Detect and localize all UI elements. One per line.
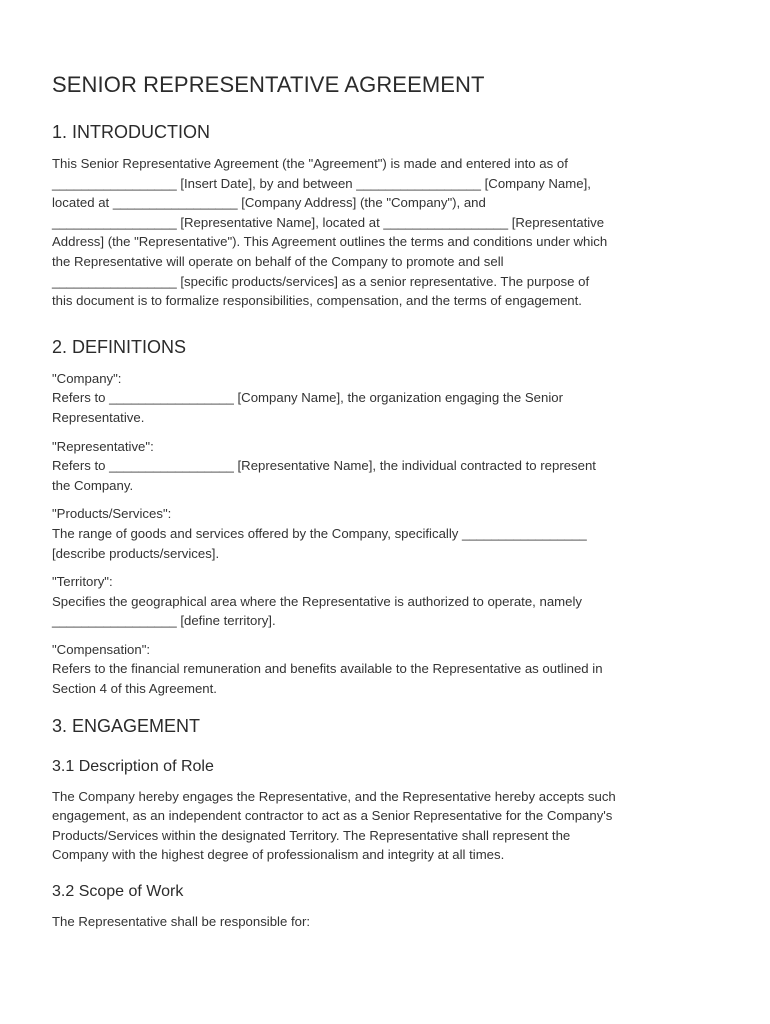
- text-line: _________________ [define territory].: [52, 613, 276, 629]
- document-page: [52, 70, 722, 932]
- text-line: This Senior Representative Agreement (the "Agreement") is made and entered into as of: [52, 156, 568, 171]
- section-heading-introduction: 1. INTRODUCTION: [52, 122, 211, 142]
- section-heading-engagement: 3. ENGAGEMENT: [52, 715, 201, 736]
- definition-term: "Products/Services":: [52, 506, 172, 522]
- definition-territory: [52, 572, 722, 631]
- role-paragraph: [52, 787, 722, 865]
- definition-products-services: [52, 504, 722, 563]
- text-line: Refers to _________________ [Representative Name], the individual contracted to represent: [52, 458, 596, 474]
- text-line: Company with the highest degree of professionalism and integrity at all times.: [52, 847, 505, 863]
- text-line: The Representative shall be responsible for:: [52, 914, 311, 930]
- definition-term: "Territory":: [52, 574, 113, 590]
- section-heading-definitions: 2. DEFINITIONS: [52, 336, 187, 357]
- text-line: _________________ [Representative Name], located at _________________ [Representative: [52, 214, 605, 230]
- text-line: Products/Services within the designated Territory. The Representative shall represent the: [52, 827, 571, 843]
- text-line: Address] (the "Representative"). This Agreement outlines the terms and conditions under which: [52, 234, 608, 250]
- definitions-list: [52, 369, 722, 699]
- subsection-heading-scope-of-work: 3.2 Scope of Work: [52, 883, 184, 901]
- text-line: Section 4 of this Agreement.: [52, 681, 217, 697]
- definition-representative: [52, 437, 722, 496]
- text-line: _________________ [specific products/services] as a senior representative. The purpose of: [52, 273, 590, 289]
- text-line: The Company hereby engages the Representative, and the Representative hereby accepts such: [52, 788, 616, 804]
- definition-term: "Representative":: [52, 438, 154, 454]
- definition-compensation: [52, 640, 722, 699]
- text-line: this document is to formalize responsibilities, compensation, and the terms of engagement.: [52, 293, 582, 309]
- text-line: Representative.: [52, 409, 145, 425]
- text-line: The range of goods and services offered by the Company, specifically _________________: [52, 525, 587, 541]
- document-title: SENIOR REPRESENTATIVE AGREEMENT: [52, 72, 485, 97]
- text-line: the Company.: [52, 477, 134, 493]
- text-line: the Representative will operate on behalf of the Company to promote and sell: [52, 253, 504, 269]
- definition-term: "Company":: [52, 370, 122, 386]
- text-line: [describe products/services].: [52, 545, 220, 561]
- definition-company: [52, 369, 722, 428]
- text-line: engagement, as an independent contractor to act as a Senior Representative for the Company's: [52, 808, 613, 824]
- scope-paragraph: [52, 912, 722, 932]
- text-line: Specifies the geographical area where the Representative is authorized to operate, namely: [52, 593, 583, 609]
- text-line: _________________ [Insert Date], by and between _________________ [Company Name],: [52, 175, 591, 191]
- text-line: located at _________________ [Company Address] (the "Company"), and: [52, 195, 486, 211]
- introduction-paragraph: [52, 154, 722, 311]
- definition-term: "Compensation":: [52, 641, 151, 657]
- subsection-heading-description-of-role: 3.1 Description of Role: [52, 757, 214, 775]
- text-line: Refers to the financial remuneration and benefits available to the Representative as outlined in: [52, 661, 603, 677]
- text-line: Refers to _________________ [Company Name], the organization engaging the Senior: [52, 390, 564, 406]
